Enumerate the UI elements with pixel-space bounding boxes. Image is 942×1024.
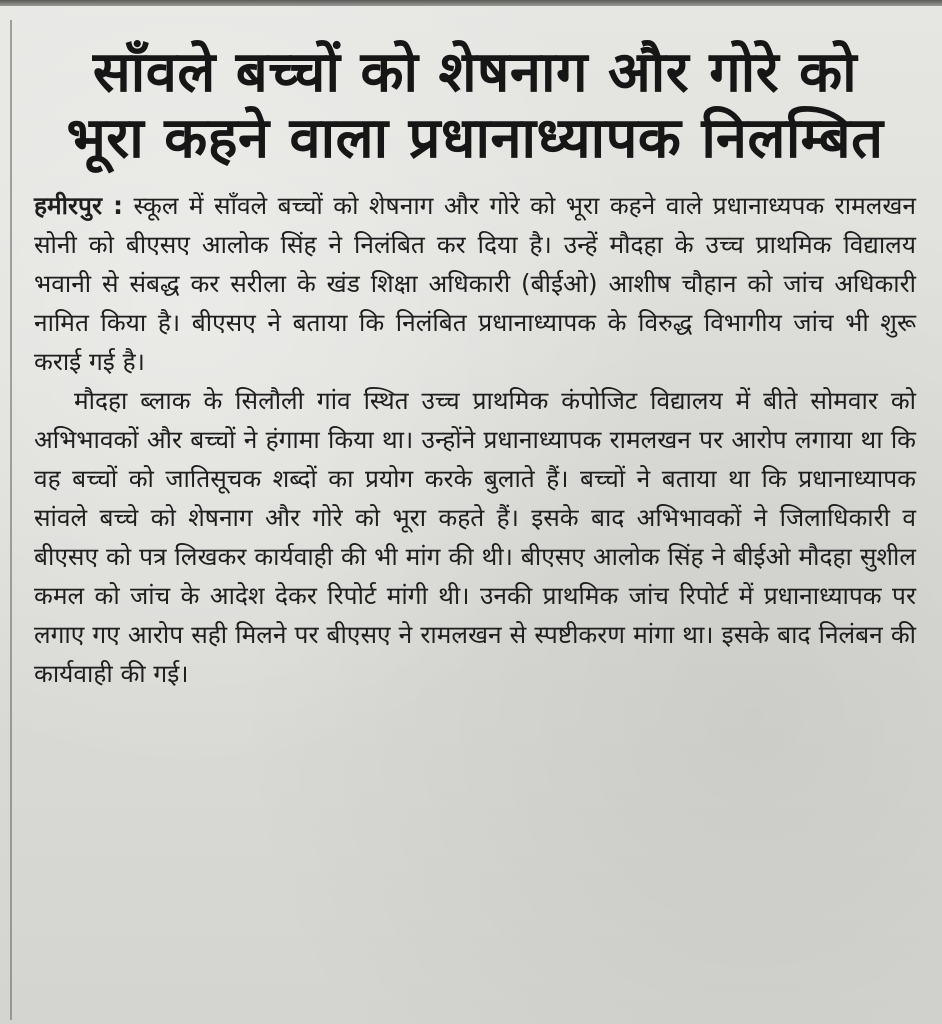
paragraph-1-text: स्कूल में साँवले बच्चों को शेषनाग और गोरे को भूरा कहने वाले प्रधानाध्यपक रामलखन सोनी को बीएसए आलोक सिंह ने निलंबित कर दिया है। उन्हें मौदहा के उच्च प्राथमिक विद्यालय भवानी से संबद्ध कर सरीला के खंड शिक्षा अधिकारी (बीईओ) आशीष चौहान को जांच अधिकारी नामित किया है। बीएसए ने बताया कि निलंबित प्रधानाध्यापक के विरुद्ध विभागीय जांच भी शुरू कराई गई है। [34,191,916,376]
article-body [34,186,916,693]
headline-line-1: साँवले बच्चों को शेषनाग और गोरे को [92,40,858,105]
paragraph-2-text: मौदहा ब्लाक के सिलौली गांव स्थित उच्च प्राथमिक कंपोजिट विद्यालय में बीते सोमवार को अभिभावकों और बच्चों ने हंगामा किया था। उन्होंने प्रधानाध्यापक रामलखन पर आरोप लगाया था कि वह बच्चों को जातिसूचक शब्दों का प्रयोग करके बुलाते हैं। बच्चों ने बताया था कि प्रधानाध्यापक सांवले बच्चे को शेषनाग और गोरे को भूरा कहते हैं। इसके बाद अभिभावकों ने जिलाधिकारी व बीएसए को पत्र लिखकर कार्यवाही की भी मांग की थी। बीएसए आलोक सिंह ने बीईओ मौदहा सुशील कमल को जांच के आदेश देकर रिपोर्ट मांगी थी। उनकी प्राथमिक जांच रिपोर्ट में प्रधानाध्यापक पर लगाए गए आरोप सही मिलने पर बीएसए ने रामलखन से स्पष्टीकरण मांगा था। इसके बाद निलंबन की कार्यवाही की गई। [34,386,916,688]
headline-line-2: भूरा कहने वाला प्रधानाध्यापक निलम्बित [66,106,884,171]
top-rule [0,0,942,6]
column-rule [10,20,12,1020]
article-paragraph-2 [34,381,916,693]
headline [34,40,916,172]
article-paragraph-1 [34,186,916,381]
dateline: हमीरपुर : [34,191,123,220]
